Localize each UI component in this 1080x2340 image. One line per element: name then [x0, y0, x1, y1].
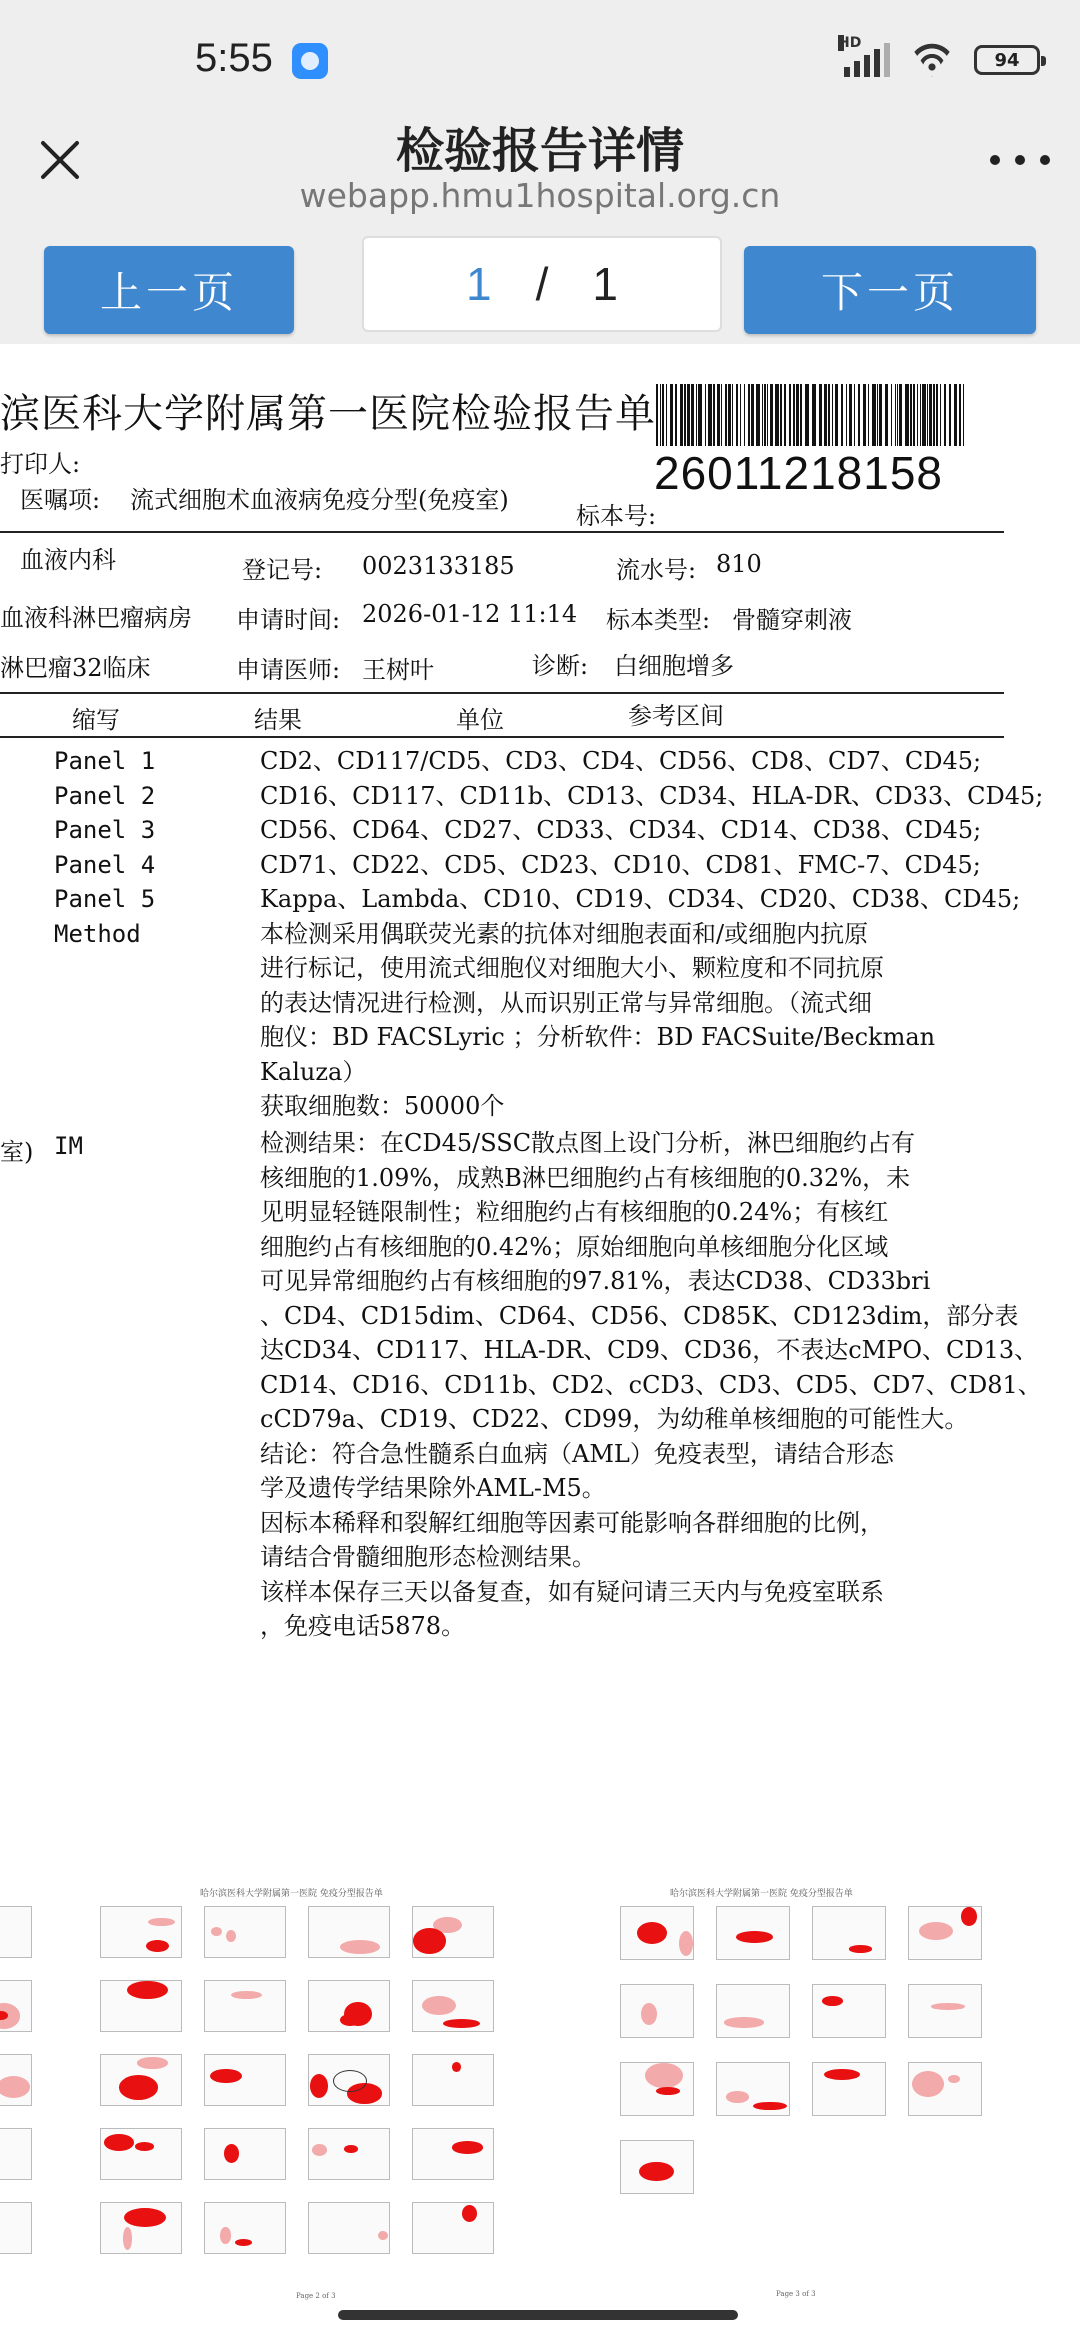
- scatter-plot: [812, 1906, 886, 1960]
- scatter-plot: [908, 1984, 982, 2038]
- im-line: 核细胞的1.09%，成熟B淋巴细胞约占有核细胞的0.32%，未: [260, 1163, 911, 1192]
- status-indicators: [838, 35, 1040, 80]
- scatter-plot: [308, 1906, 390, 1958]
- scatter-plot: [412, 1980, 494, 2032]
- result-line: CD16、CD117、CD11b、CD13、CD34、HLA-DR、CD33、CD45;: [260, 781, 1044, 810]
- pager-bar: [0, 234, 1080, 344]
- wifi-icon: [908, 43, 956, 77]
- scatter-plot: [100, 2128, 182, 2180]
- cellular-signal-icon: [838, 35, 890, 77]
- scatter-plot: [100, 1980, 182, 2032]
- result-line: Kappa、Lambda、CD10、CD19、CD34、CD20、CD38、CD45;: [260, 885, 1021, 913]
- scatter-page-3: [600, 1884, 1010, 2304]
- result-line: 胞仪：BD FACSLyric ；分析软件：BD FACSuite/Beckman: [260, 1023, 936, 1051]
- col-header-abbr: 缩写: [72, 706, 120, 734]
- scatter-plot: [0, 2202, 32, 2254]
- im-line: 因标本稀释和裂解红细胞等因素可能影响各群细胞的比例，: [260, 1508, 884, 1537]
- total-pages: 1: [592, 258, 618, 310]
- scatter-page-title: 哈尔滨医科大学附属第一医院 免疫分型报告单: [200, 1889, 383, 1899]
- col-header-unit: 单位: [456, 706, 504, 734]
- scatter-plot: [620, 2140, 694, 2194]
- scatter-plot: [0, 2128, 32, 2180]
- register-label: 登记号:: [242, 556, 323, 584]
- flow-cytometry-scatter-pages: [0, 1884, 1080, 2304]
- more-options-icon[interactable]: [990, 148, 1050, 172]
- scatter-plot: [204, 1906, 286, 1958]
- abbr-column: [54, 744, 155, 951]
- im-results: [260, 1126, 1042, 1644]
- serial-value: 810: [716, 550, 762, 578]
- scatter-plot: [908, 1906, 982, 1960]
- result-line: CD56、CD64、CD27、CD33、CD34、CD14、CD38、CD45;: [260, 816, 982, 844]
- scatter-page-footer: Page 3 of 3: [776, 2290, 816, 2298]
- app-notification-icon: [292, 43, 328, 79]
- im-line: 请结合骨髓细胞形态检测结果。: [260, 1543, 596, 1571]
- hospital-report-title: 滨医科大学附属第一医院检验报告单: [0, 391, 656, 437]
- scatter-plot: [100, 1906, 182, 1958]
- title-bar: [0, 110, 1080, 234]
- status-bar: [0, 0, 1080, 110]
- abbr-row: Method: [54, 919, 141, 948]
- status-time: 5:55: [195, 36, 273, 80]
- page-title: 检验报告详情: [395, 123, 684, 179]
- im-line: cCD79a、CD19、CD22、CD99，为幼稚单核细胞的可能性大。: [260, 1405, 969, 1433]
- result-line: 进行标记，使用流式细胞仪对细胞大小、颗粒度和不同抗原: [260, 954, 884, 982]
- scatter-plot: [716, 1906, 790, 1960]
- im-line: CD14、CD16、CD11b、CD2、cCD3、CD3、CD5、CD7、CD81、: [260, 1370, 1042, 1399]
- page-url: webapp.hmu1hospital.org.cn: [299, 176, 781, 215]
- diagnosis-value: 白细胞增多: [614, 652, 734, 680]
- battery-icon: [974, 45, 1040, 75]
- abbr-row: Panel 4: [54, 850, 156, 879]
- home-indicator[interactable]: [338, 2310, 738, 2320]
- scatter-plot: [908, 2062, 982, 2116]
- scatter-plot: [620, 1906, 694, 1960]
- page-separator: /: [535, 258, 549, 310]
- diagnosis-label: 诊断:: [532, 652, 589, 680]
- header-divider: [0, 531, 1004, 533]
- barcode-image: [656, 384, 968, 446]
- apply-time-value: 2026-01-12 11:14: [362, 600, 578, 628]
- abbr-row: Panel 1: [54, 747, 156, 775]
- scatter-plot: [812, 2062, 886, 2116]
- im-line: 细胞约占有核细胞的0.42%；原始细胞向单核细胞分化区域: [260, 1232, 889, 1261]
- sample-type-value: 骨髓穿刺液: [732, 606, 852, 634]
- im-line: 、CD4、CD15dim、CD64、CD56、CD85K、CD123dim，部分表: [260, 1301, 1019, 1330]
- scatter-plot: [0, 2054, 32, 2106]
- scatter-plot: [412, 2128, 494, 2180]
- scatter-plot: [620, 1984, 694, 2038]
- scatter-plot: [812, 1984, 886, 2038]
- register-value: 0023133185: [362, 552, 515, 580]
- im-abbr-prefix: 室): [0, 1138, 34, 1166]
- scatter-plot: [0, 1980, 32, 2032]
- col-header-reference: 参考区间: [628, 702, 724, 730]
- result-line: CD2、CD117/CD5、CD3、CD4、CD56、CD8、CD7、CD45;: [260, 747, 982, 775]
- scatter-plot: [716, 2062, 790, 2116]
- sample-type-label: 标本类型:: [606, 606, 711, 634]
- im-line: 可见异常细胞约占有核细胞的97.81%，表达CD38、CD33bri: [260, 1267, 931, 1295]
- im-line: 见明显轻链限制性；粒细胞约占有核细胞的0.24%；有核红: [260, 1198, 889, 1226]
- scatter-plot: [204, 1980, 286, 2032]
- network-type-label: HD: [838, 35, 862, 51]
- next-page-button[interactable]: 下一页: [744, 246, 1036, 334]
- prev-page-button[interactable]: 上一页: [44, 246, 294, 334]
- result-line: Kaluza）: [260, 1057, 367, 1086]
- im-line: ，免疫电话5878。: [260, 1612, 466, 1640]
- result-line: 的表达情况进行检测，从而识别正常与异常细胞。（流式细: [260, 988, 872, 1017]
- im-line: 检测结果：在CD45/SSC散点图上设门分析，淋巴细胞约占有: [260, 1129, 916, 1157]
- sample-no-label: 标本号:: [576, 502, 657, 530]
- scatter-plot: [620, 2062, 694, 2116]
- scatter-plot: [100, 2054, 182, 2106]
- abbr-row: Panel 2: [54, 781, 156, 810]
- abbr-row: Panel 5: [54, 885, 156, 913]
- table-header-divider: [0, 736, 1004, 738]
- scatter-plot: [204, 2054, 286, 2106]
- im-line: 结论：符合急性髓系白血病（AML）免疫表型，请结合形态: [260, 1439, 894, 1468]
- serial-label: 流水号:: [616, 556, 697, 584]
- result-line: 本检测采用偶联荧光素的抗体对细胞表面和/或细胞内抗原: [260, 919, 869, 948]
- scatter-plot: [308, 2054, 390, 2106]
- scatter-plot: [308, 2128, 390, 2180]
- scatter-page-footer: Page 2 of 3: [296, 2292, 336, 2300]
- scatter-plot: [204, 2202, 286, 2254]
- order-label: 医嘱项:: [20, 486, 101, 514]
- barcode-number: 26011218158: [654, 447, 943, 499]
- im-line: 该样本保存三天以备复查，如有疑问请三天内与免疫室联系: [260, 1577, 884, 1606]
- abbr-row: Panel 3: [54, 816, 156, 844]
- report-document[interactable]: [0, 344, 1080, 2340]
- panel-results: [260, 744, 1044, 1124]
- battery-level: 94: [994, 49, 1020, 71]
- scatter-plot: [308, 1980, 390, 2032]
- scatter-page-2: [90, 1884, 530, 2304]
- scatter-plot: [412, 2202, 494, 2254]
- im-line: 达CD34、CD117、HLA-DR、CD9、CD36，不表达cMPO、CD13、: [260, 1336, 1039, 1364]
- result-line: 获取细胞数：50000个: [260, 1092, 505, 1120]
- scatter-plot: [100, 2202, 182, 2254]
- scatter-plot: [0, 1906, 32, 1958]
- bed-value: 淋巴瘤32临床: [0, 654, 151, 682]
- scatter-plot: [716, 1984, 790, 2038]
- ward-value: 血液科淋巴瘤病房: [0, 604, 192, 632]
- table-top-divider: [0, 692, 1004, 694]
- scatter-plot: [412, 2054, 494, 2106]
- doctor-value: 王树叶: [362, 656, 434, 684]
- doctor-label: 申请医师:: [236, 656, 341, 684]
- col-header-result: 结果: [254, 706, 302, 734]
- printer-label: 打印人:: [0, 450, 81, 478]
- scatter-plot: [308, 2202, 390, 2254]
- scatter-page-title: 哈尔滨医科大学附属第一医院 免疫分型报告单: [670, 1889, 853, 1899]
- scatter-page-partial: [0, 1884, 40, 2304]
- scatter-plot: [412, 1906, 494, 1958]
- current-page-number: 1: [466, 258, 492, 310]
- im-line: 学及遗传学结果除外AML-M5。: [260, 1474, 606, 1502]
- result-line: CD71、CD22、CD5、CD23、CD10、CD81、FMC-7、CD45;: [260, 850, 981, 879]
- apply-time-label: 申请时间:: [236, 606, 341, 634]
- order-value: 流式细胞术血液病免疫分型(免疫室): [130, 486, 509, 514]
- im-abbr: IM: [54, 1132, 83, 1160]
- page-indicator[interactable]: [362, 236, 722, 332]
- scatter-plot: [204, 2128, 286, 2180]
- department-value: 血液内科: [20, 546, 116, 574]
